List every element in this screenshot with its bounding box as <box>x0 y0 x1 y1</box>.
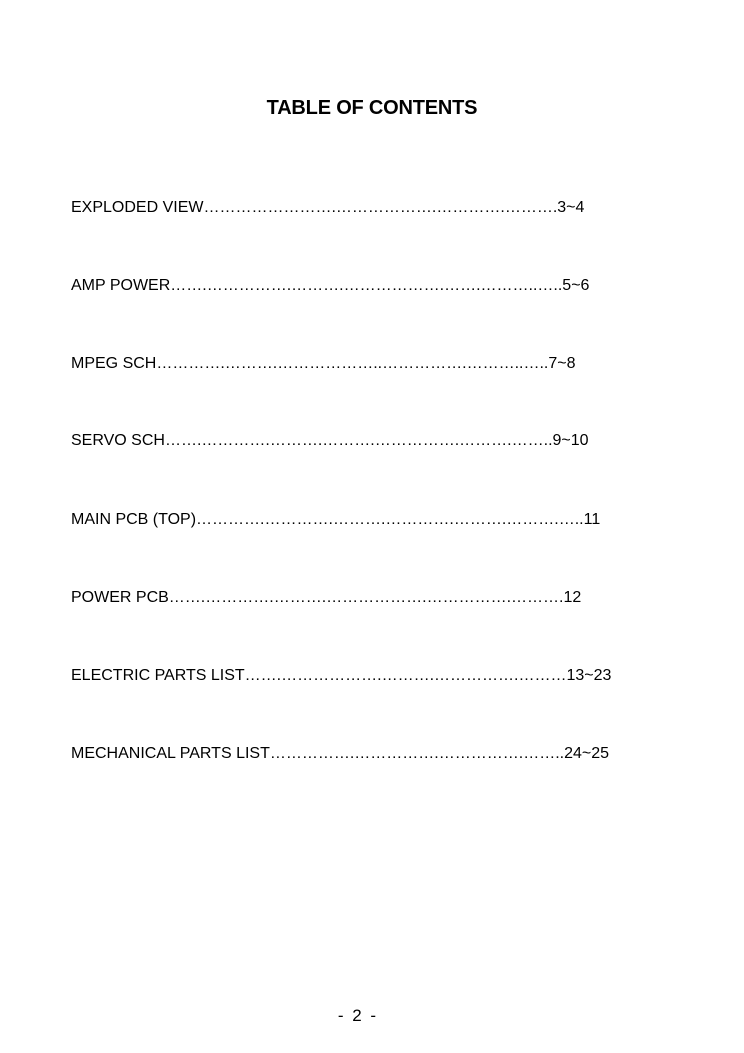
toc-leader-dots: …….…………….……….……………….…….………..….. <box>170 277 563 294</box>
toc-leader-dots: ………….………….……….………….……….……….….. <box>196 511 584 528</box>
toc-entry-mechanical-parts-list <box>71 744 609 764</box>
toc-entry-pages: 24~25 <box>564 745 610 762</box>
toc-entry-electric-parts-list <box>71 666 611 686</box>
toc-leader-dots: …………………….……………….………….………. <box>203 199 558 216</box>
toc-entry-label: EXPLODED VIEW <box>71 199 204 216</box>
toc-entry-pages: 3~4 <box>557 199 585 216</box>
toc-entry-label: SERVO SCH <box>71 432 165 449</box>
toc-entry-label: MPEG SCH <box>71 355 157 372</box>
toc-entry-pages: 9~10 <box>552 432 589 449</box>
page-number: - 2 - <box>337 1006 379 1025</box>
toc-entry-label: AMP POWER <box>71 277 171 294</box>
toc-entry-label: ELECTRIC PARTS LIST <box>71 667 245 684</box>
toc-entry-pages: 13~23 <box>566 667 612 684</box>
toc-leader-dots: ………….……….………………..…………….………..….. <box>156 355 549 372</box>
toc-entry-amp-power <box>71 276 589 296</box>
toc-entry-label: MAIN PCB (TOP) <box>71 511 197 528</box>
toc-entry-power-pcb <box>71 588 581 608</box>
toc-entry-servo-sch <box>71 431 589 451</box>
toc-entry-pages: 12 <box>563 589 582 606</box>
page-title: TABLE OF CONTENTS <box>266 97 478 119</box>
toc-entry-pages: 5~6 <box>562 277 590 294</box>
toc-entry-mpeg-sch <box>71 354 576 374</box>
toc-entry-label: POWER PCB <box>71 589 169 606</box>
toc-entry-exploded-view <box>71 198 584 218</box>
toc-leader-dots: …….……………….……….…………….……… <box>244 667 567 684</box>
toc-entry-pages: 11 <box>583 511 601 528</box>
toc-leader-dots: …….………….……….……….…………….……….…….. <box>164 432 553 449</box>
toc-entry-label: MECHANICAL PARTS LIST <box>71 745 270 762</box>
toc-leader-dots: …………….…………….…………….…….. <box>269 745 565 762</box>
toc-entry-main-pcb-top <box>71 510 600 530</box>
toc-entry-pages: 7~8 <box>548 355 576 372</box>
toc-leader-dots: …….………….……….……………….…………….………. <box>168 589 564 606</box>
